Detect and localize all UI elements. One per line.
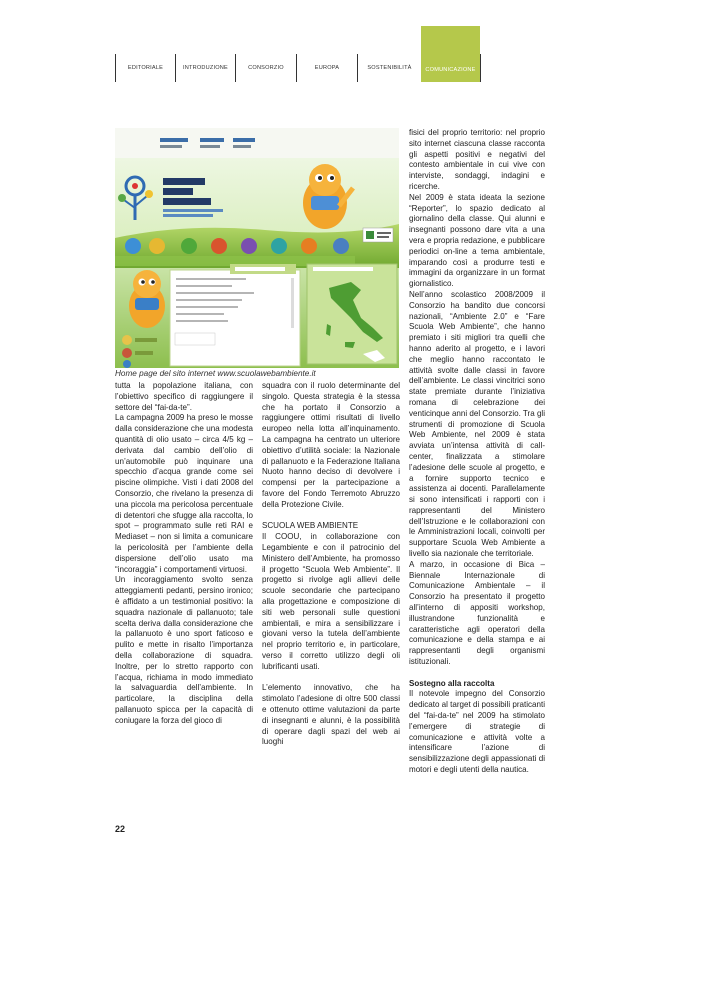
text-column-3 bbox=[409, 128, 545, 776]
paragraph: La campagna 2009 ha preso le mosse dalla considerazione che una modesta quantità di olio usato – circa 4/5 kg – derivata dal cambio dell’olio di un’automobile può inquinare una specchio d’acqua grande come sei piscine olimpiche. Visti i dati 2008 del Consorzio, che rivelano la presenza di una piccola ma pericolosa percentuale di detentori che sfugge alla raccolta, lo spot – programmato sulle reti RAI e Mediaset – non si limita a comunicare la pericolosità per l’ambiente della dispersione dell’olio usato ma “incoraggia” i comportamenti virtuosi. bbox=[115, 413, 253, 574]
website-illustration bbox=[115, 128, 399, 368]
nav-item-editoriale[interactable]: EDITORIALE bbox=[127, 65, 164, 71]
paragraph: fisici del proprio territorio: nel proprio sito internet ciascuna classe racconta gli aspetti positivi e negativi del contesto ambientale in cui vive con interviste, sondaggi, indagini e ricerche. bbox=[409, 128, 545, 191]
section-heading: Sostegno alla raccolta bbox=[409, 678, 495, 688]
nav-item-consorzio[interactable]: CONSORZIO bbox=[248, 65, 284, 71]
nav-item-comunicazione[interactable]: COMUNICAZIONE bbox=[421, 26, 480, 82]
paragraph: Il notevole impegno del Consorzio dedicato al target di possibili praticanti del “fai-da-te” nel 2009 ha stimolato l’emergere di strategie di comunicazione e attività volte a intensificare l’azione di sensibilizzazione degli appassionati di motori e degli utenti della nautica. bbox=[409, 689, 545, 775]
paragraph: Il COOU, in collaborazione con Legambiente e con il patrocinio del Ministero dell’Ambiente, ha promosso il progetto “Scuola Web Ambiente”. Il progetto si rivolge agli allievi delle scuole secondarie che partecipano alla progettazione e composizione di siti web personali sulle questioni ambientali, e mira a sensibilizzare i giovani verso la tutela dell’ambiente nel proprio territorio e, in particolare, verso il corretto utilizzo degli oli lubrificanti usati. bbox=[262, 532, 400, 671]
nav-item-europa[interactable]: EUROPA bbox=[314, 65, 340, 71]
nav-item-sostenibilita[interactable]: SOSTENIBILITÀ bbox=[367, 65, 412, 71]
photo-caption: Home page del sito internet www.scuolawebambiente.it bbox=[115, 369, 316, 378]
paragraph: Nel 2009 è stata ideata la sezione “Reporter”, lo spazio dedicato al giornalino della classe. Qui alunni e insegnanti possono dare vita a una vera e propria redazione, e pubblicare periodici on-line a tema ambientale, imparando così a produrre testi e immagini da organizzare in un format giornalistico. bbox=[409, 192, 545, 289]
website-screenshot-image bbox=[115, 128, 399, 368]
paragraph: squadra con il ruolo determinante del singolo. Questa strategia è la stessa che ha portato il Consorzio a raggiungere ottimi risultati di livello europeo nella lotta all’inquinamento. La campagna ha centrato un ulteriore obiettivo d’utilità sociale: la Nazionale di pallanuoto e la Federazione Italiana Nuoto hanno deciso di devolvere i compensi per la partecipazione a favore del Fondo Terremoto Abruzzo della Protezione Civile. bbox=[262, 381, 400, 509]
paragraph: Un incoraggiamento svolto senza atteggiamenti pedanti, persino ironico; è affidato a un testimonial positivo: la squadra nazionale di pallanuoto; tale scelta deriva dalla considerazione che la pallanuoto è uno sport faticoso e pulito e mette in risalto l’importanza della collaborazione di squadra. Inoltre, per lo stretto rapporto con l’acqua, richiama in modo immediato la salvaguardia dell’ambiente. In particolare, la disciplina della pallanuoto spicca per la capacità di coniugare la forza del gioco di bbox=[115, 575, 253, 725]
paragraph: A marzo, in occasione di Bica – Biennale Internazionale di Comunicazione Ambientale – il Consorzio ha presentato il progetto all’interno di appositi workshop, illustrandone funzionalità e caratteristiche agli operatori della comunicazione e della stampa e ai rappresentanti degli organismi istituzionali. bbox=[409, 559, 545, 667]
page-number: 22 bbox=[115, 824, 126, 834]
section-nav bbox=[115, 54, 481, 82]
text-column-2 bbox=[262, 381, 400, 748]
nav-divider bbox=[480, 54, 481, 82]
paragraph: L’elemento innovativo, che ha stimolato l’adesione di oltre 500 classi e ottenuto ottime valutazioni da parte di insegnanti e alunni, è la possibilità di operare dagli spazi del web ai luoghi bbox=[262, 683, 400, 747]
text-column-1 bbox=[115, 381, 253, 727]
section-heading: SCUOLA WEB AMBIENTE bbox=[262, 521, 359, 531]
paragraph: tutta la popolazione italiana, con l’obiettivo specifico di raggiungere il settore del “fai-da-te”. bbox=[115, 381, 253, 412]
paragraph: Nell’anno scolastico 2008/2009 il Consorzio ha bandito due concorsi nazionali, “Ambiente 2.0” e “Fare Scuola Web Ambiente”, che hanno premiato i siti migliori tra quelli che hanno aderito al progetto, e i lavori che meglio hanno raccontato le attività svolte dalle classi in favore dell’ambiente. Le classi vincitrici sono state premiate durante l’iniziativa romana di celebrazione dei venticinque anni del Consorzio. Tra gli strumenti di promozione di Scuola Web Ambiente, nel 2009 è stata avviata un’intensa attività di call-center, finalizzata a stimolare l’adesione delle scuole al progetto, e a fornire supporto tecnico e assistenza ai docenti. Parallelamente si sono intensificati i rapporti con i rappresentanti del Ministero dell’Istruzione e le collaborazioni con le Amministrazioni locali, coinvolti per supportare Scuola Web Ambiente a livello sia nazionale che territoriale. bbox=[409, 289, 545, 559]
nav-item-introduzione[interactable]: INTRODUZIONE bbox=[183, 65, 228, 71]
